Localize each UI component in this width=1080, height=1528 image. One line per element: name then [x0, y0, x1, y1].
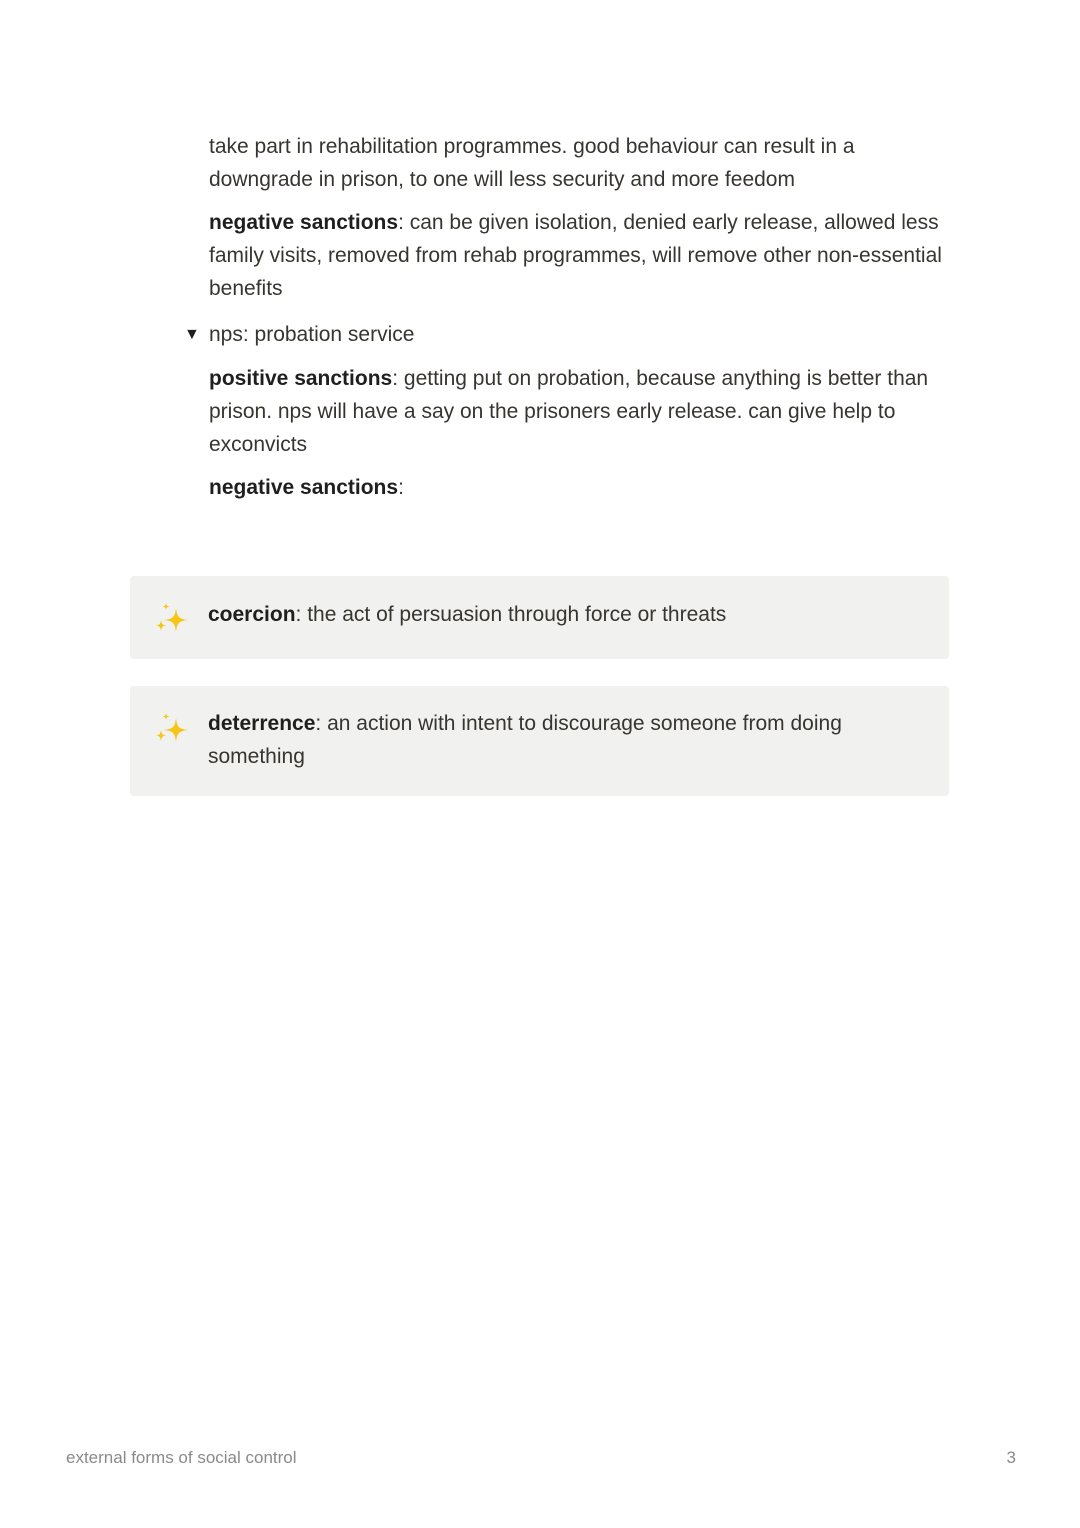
term-colon: : [295, 603, 302, 626]
sparkles-icon [152, 600, 192, 640]
callout-definition: an action with intent to discourage someone from doing something [208, 712, 842, 768]
callout-term: deterrence [208, 712, 316, 735]
nps-positive-sanctions [209, 362, 954, 461]
toggle-label: nps: probation service [209, 322, 415, 346]
positive-sanctions-term: positive sanctions [209, 367, 393, 390]
sparkles-icon [152, 710, 192, 750]
footer-page-number: 3 [1006, 1448, 1016, 1467]
continuation-text: take part in rehabilitation programmes. good behaviour can result in a downgrade in prison, to one will less security and more feedom [209, 135, 855, 191]
toggle-nps[interactable] [184, 318, 414, 351]
callout-deterrence [130, 686, 949, 796]
prison-negative-sanctions [209, 206, 954, 305]
negative-sanctions-term: negative sanctions [209, 211, 399, 234]
callout-coercion [130, 576, 949, 659]
term-colon: : [315, 712, 322, 735]
prison-sanctions-continuation [209, 130, 954, 196]
toggle-arrow-icon[interactable]: ▼ [184, 326, 200, 343]
negative-sanctions-term: negative sanctions [209, 476, 399, 499]
callout-definition: the act of persuasion through force or threats [301, 603, 727, 626]
callout-text [208, 707, 908, 773]
term-colon: : [398, 211, 404, 234]
term-colon: : [392, 367, 399, 390]
term-colon: : [398, 476, 404, 499]
callout-term: coercion [208, 603, 296, 626]
positive-sanctions-text: getting put on probation, because anything is better than prison. nps will have a say on the prisoners early release. can give help to exconvicts [209, 367, 929, 456]
callout-text [208, 598, 908, 631]
negative-sanctions-text: can be given isolation, denied early release, allowed less family visits, removed from rehab programmes, will remove other non-essential benefits [209, 211, 942, 300]
nps-negative-sanctions [209, 471, 954, 504]
footer-document-title: external forms of social control [66, 1448, 297, 1467]
